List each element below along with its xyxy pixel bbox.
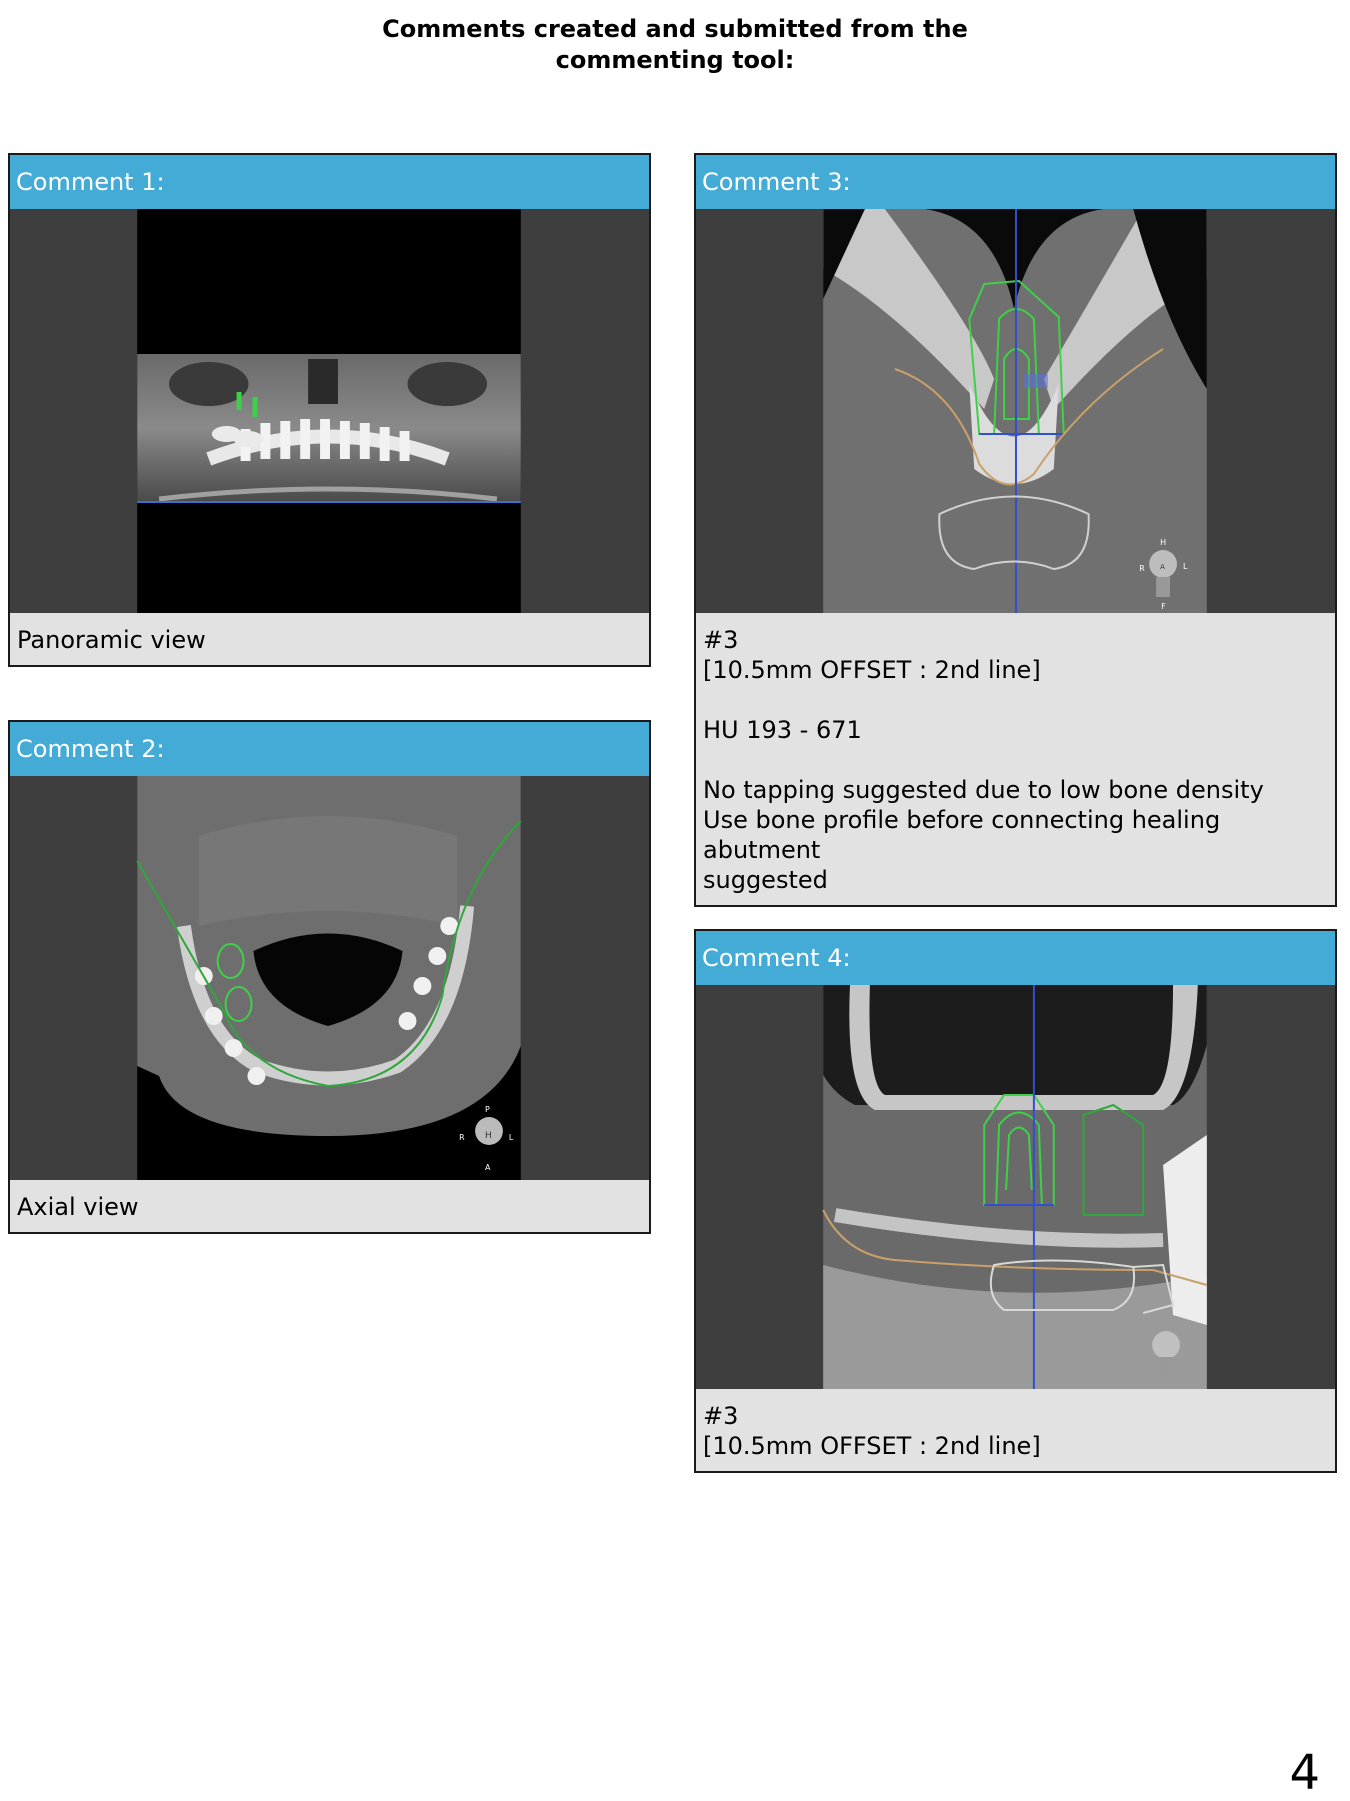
orientation-label: L (1182, 561, 1188, 572)
caption-line: [10.5mm OFFSET : 2nd line] (703, 1432, 1041, 1460)
orientation-label: A (485, 1162, 491, 1173)
comment-caption (10, 1180, 649, 1232)
cross-section-view-image[interactable] (696, 209, 1335, 613)
caption-line: suggested (703, 866, 828, 894)
comment-header: Comment 4: (696, 931, 1335, 985)
orientation-label: F (1161, 601, 1166, 612)
caption-line: #3 (703, 626, 739, 654)
page-title-line-2: commenting tool: (555, 46, 795, 74)
panoramic-view-image[interactable] (10, 209, 649, 613)
comment-header: Comment 3: (696, 155, 1335, 209)
page-title (0, 14, 1350, 76)
orientation-label: R (459, 1132, 465, 1143)
caption-line: Axial view (17, 1193, 139, 1221)
comment-card-2 (8, 720, 651, 1234)
orientation-label: R (1139, 563, 1145, 574)
caption-line: [10.5mm OFFSET : 2nd line] (703, 656, 1041, 684)
orientation-label: H (1160, 537, 1167, 548)
caption-line (703, 685, 1327, 715)
comment-card-4 (694, 929, 1337, 1473)
caption-line: No tapping suggested due to low bone density (703, 776, 1264, 804)
page-title-line-1: Comments created and submitted from the (382, 15, 968, 43)
orientation-label: H (485, 1130, 492, 1142)
comment-header: Comment 1: (10, 155, 649, 209)
comment-header: Comment 2: (10, 722, 649, 776)
comment-card-3 (694, 153, 1337, 907)
comment-caption (696, 1389, 1335, 1471)
comment-card-1 (8, 153, 651, 667)
caption-line: HU 193 - 671 (703, 716, 862, 744)
orientation-label: L (508, 1132, 514, 1143)
cross-section-view-image[interactable] (696, 985, 1335, 1389)
axial-view-image[interactable] (10, 776, 649, 1180)
caption-line: Use bone profile before connecting healing abutment (703, 806, 1221, 864)
caption-line: #3 (703, 1402, 739, 1430)
caption-line: Panoramic view (17, 626, 206, 654)
page-number: 4 (1289, 1745, 1320, 1801)
caption-line (703, 745, 1327, 775)
comment-caption (696, 613, 1335, 905)
comment-caption (10, 613, 649, 665)
orientation-label: P (485, 1104, 490, 1115)
orientation-label: A (1160, 562, 1165, 572)
